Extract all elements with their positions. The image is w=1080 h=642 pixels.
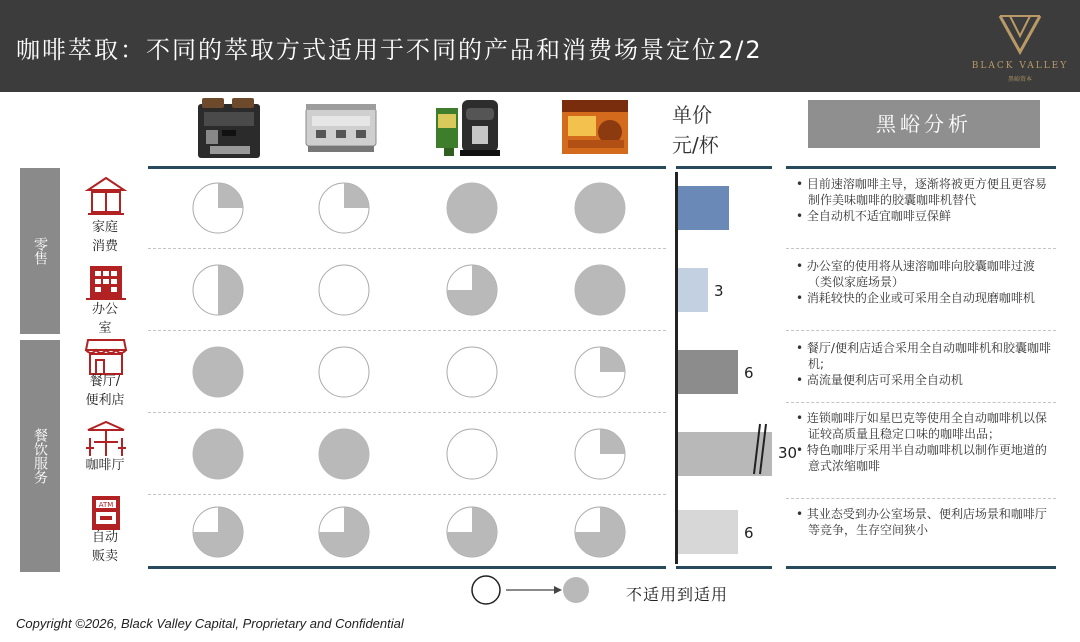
price-value-label: 6 bbox=[744, 524, 754, 542]
axis-break-icon bbox=[748, 420, 768, 480]
suitability-pie-fill bbox=[600, 347, 625, 372]
note-item: • 其业态受到办公室场景、便利店场景和咖啡厅等竞争，生存空间狭小 bbox=[796, 506, 1056, 538]
analysis-title: 黑峪分析 bbox=[808, 100, 1040, 148]
suitability-pie bbox=[319, 265, 369, 315]
price-header-line2: 元/杯 bbox=[672, 133, 719, 157]
category-label: 餐饮服务 bbox=[32, 428, 48, 484]
suitability-pie bbox=[575, 265, 625, 315]
legend-suitable-icon bbox=[563, 577, 589, 603]
logo-subtext: 黑峪资本 bbox=[1007, 76, 1032, 83]
row-label-line: 自动 bbox=[91, 530, 118, 545]
note-item: • 办公室的使用将从速溶咖啡向胶囊咖啡过渡（类似家庭场景） bbox=[796, 258, 1056, 290]
legend-label: 不适用到适用 bbox=[626, 585, 729, 604]
suitability-pie bbox=[319, 347, 369, 397]
copyright-text: Copyright ©2026, Black Valley Capital, Proprietary and Confidential bbox=[16, 616, 404, 631]
row-label-line: 便利店 bbox=[85, 393, 125, 408]
note-item: • 高流量便利店可采用全自动机 bbox=[796, 372, 1056, 388]
suitability-pie bbox=[447, 429, 497, 479]
note-item: • 目前速溶咖啡主导，逐渐将被更方便且更容易制作美味咖啡的胶囊咖啡机替代 bbox=[796, 176, 1056, 208]
note-item: • 全自动机不适宜咖啡豆保鲜 bbox=[796, 208, 1056, 224]
suitability-pie bbox=[447, 347, 497, 397]
suitability-pie bbox=[447, 183, 497, 233]
analysis-note-restaurant bbox=[796, 340, 1056, 388]
suitability-pie-fill bbox=[344, 183, 369, 208]
logo-text: BLACK VALLEY bbox=[971, 61, 1069, 71]
price-bar bbox=[678, 268, 708, 312]
price-value-label: 30 bbox=[778, 444, 798, 462]
row-label-line: 室 bbox=[98, 321, 112, 336]
price-value-label: 6 bbox=[744, 364, 754, 382]
analysis-note-vending bbox=[796, 506, 1056, 538]
note-item: • 连锁咖啡厅如星巴克等使用全自动咖啡机以保证较高质量且稳定口味的咖啡出品； bbox=[796, 410, 1056, 442]
page-title: 咖啡萃取：不同的萃取方式适用于不同的产品和消费场景定位2/2 bbox=[16, 36, 763, 64]
analysis-note-cafe bbox=[796, 410, 1056, 474]
price-bar bbox=[678, 350, 738, 394]
note-item: • 特色咖啡厅采用半自动咖啡机以制作更地道的意式浓缩咖啡 bbox=[796, 442, 1056, 474]
legend-not-suitable-icon bbox=[472, 576, 500, 604]
row-label-line: 餐厅/ bbox=[89, 374, 121, 389]
row-label-line: 贩卖 bbox=[91, 549, 118, 564]
suitability-pie-fill bbox=[218, 265, 243, 315]
suitability-pie-fill bbox=[218, 183, 243, 208]
price-bar bbox=[678, 186, 729, 230]
category-label: 零售 bbox=[32, 237, 48, 265]
note-item: • 餐厅/便利店适合采用全自动咖啡机和胶囊咖啡机; bbox=[796, 340, 1056, 372]
analysis-note-office bbox=[796, 258, 1056, 306]
row-label-line: 咖啡厅 bbox=[85, 458, 125, 473]
row-label-line: 消费 bbox=[91, 239, 118, 254]
analysis-note-home bbox=[796, 176, 1056, 224]
row-label-line: 家庭 bbox=[91, 220, 118, 235]
price-header-line1: 单价 bbox=[672, 103, 712, 127]
suitability-pie bbox=[575, 183, 625, 233]
suitability-pie bbox=[319, 429, 369, 479]
suitability-pie-fill bbox=[600, 429, 625, 454]
suitability-pie bbox=[193, 347, 243, 397]
legend-graphic bbox=[468, 572, 598, 608]
suitability-pie bbox=[193, 429, 243, 479]
price-bar bbox=[678, 510, 738, 554]
note-item: • 消耗较快的企业或可采用全自动现磨咖啡机 bbox=[796, 290, 1056, 306]
price-value-label: 3 bbox=[714, 282, 724, 300]
svg-text:ATM: ATM bbox=[98, 501, 114, 509]
legend-arrow-icon bbox=[554, 586, 562, 594]
row-label-line: 办公 bbox=[91, 302, 118, 317]
